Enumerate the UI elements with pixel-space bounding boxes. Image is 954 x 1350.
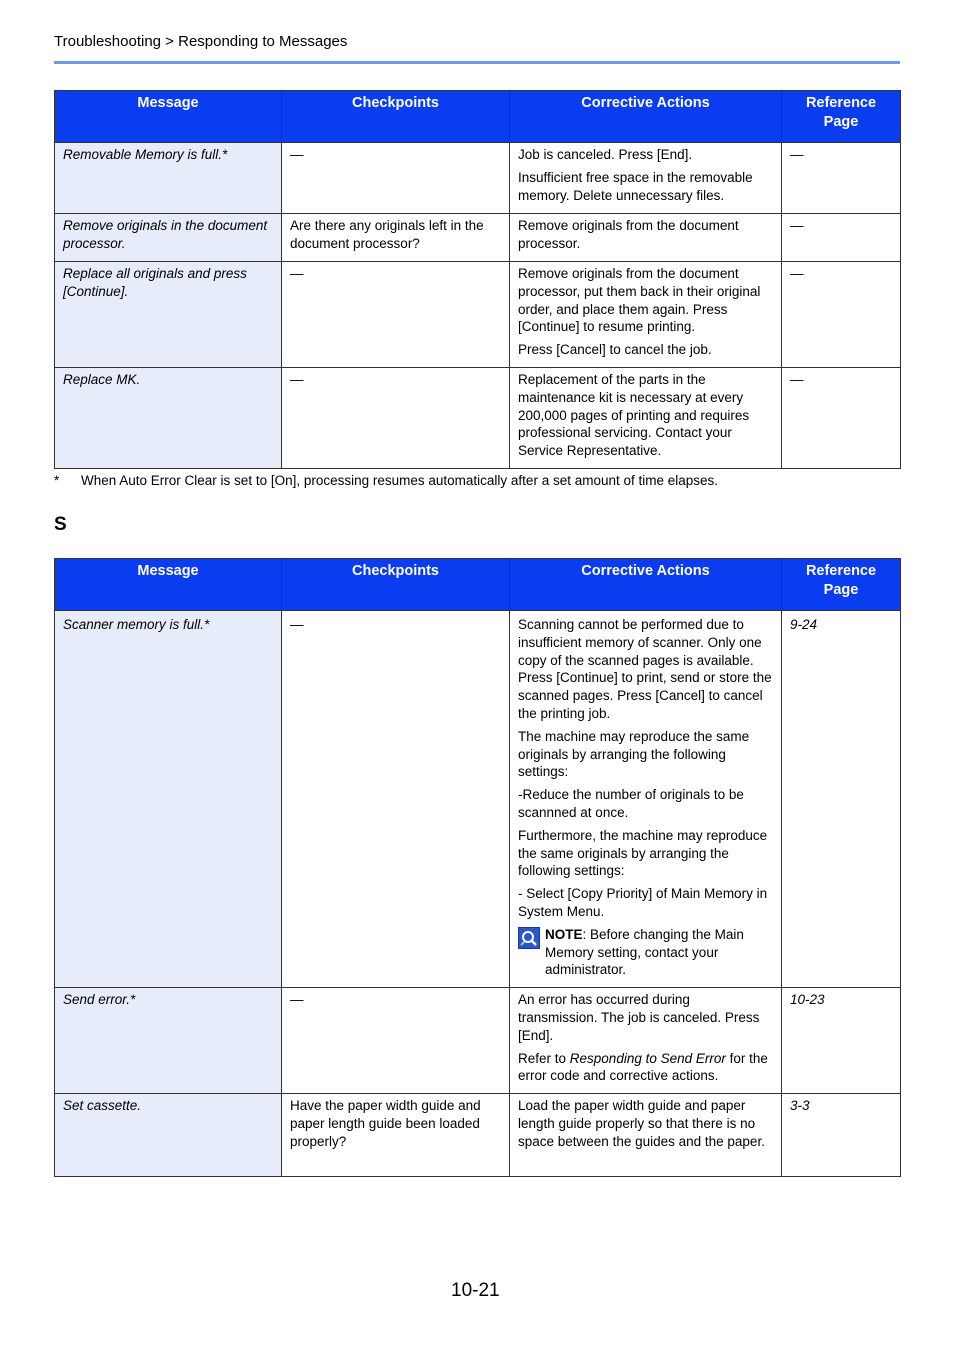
refer-prefix: Refer to [518, 1050, 570, 1066]
table-row [55, 988, 901, 1094]
footnote-text: When Auto Error Clear is set to [On], processing resumes automatically after a set amount of time elapses. [81, 473, 719, 488]
refer-text [518, 1050, 773, 1086]
checkpoints-cell: — [282, 262, 510, 368]
messages-table-s [54, 558, 901, 1177]
column-header-corrective-actions: Corrective Actions [510, 91, 782, 143]
action-text: Load the paper width guide and paper length guide properly so that there is no space between the guides and the paper. [518, 1098, 765, 1149]
note-text [545, 926, 773, 979]
column-header-message: Message [55, 91, 282, 143]
footnote-marker: * [54, 473, 60, 488]
column-header-reference-page: Reference Page [782, 559, 901, 611]
checkpoints-cell: — [282, 611, 510, 988]
table-header-row [55, 91, 901, 143]
note-label: NOTE [545, 926, 583, 942]
checkpoints-cell: — [282, 367, 510, 468]
note-block [518, 926, 773, 979]
action-text: Replacement of the parts in the maintenance kit is necessary at every 200,000 pages of printing and requires professional servicing. Contact your Service Representative. [518, 371, 750, 459]
table-row [55, 611, 901, 988]
corrective-actions-cell [510, 367, 782, 468]
corrective-actions-cell [510, 262, 782, 368]
reference-cell: — [782, 367, 901, 468]
message-cell: Remove originals in the document processor. [55, 214, 282, 262]
action-text: An error has occurred during transmission. The job is canceled. Press [End]. [518, 992, 760, 1043]
corrective-actions-cell [510, 611, 782, 988]
message-cell: Scanner memory is full.* [55, 611, 282, 988]
corrective-actions-cell [510, 1094, 782, 1177]
checkpoints-cell: Have the paper width guide and paper length guide been loaded properly? [282, 1094, 510, 1177]
column-header-reference-page: Reference Page [782, 91, 901, 143]
messages-table-r [54, 90, 901, 469]
refer-suffix: for the error code and corrective actions. [518, 1050, 768, 1084]
reference-cell: — [782, 143, 901, 214]
action-text: Furthermore, the machine may reproduce the same originals by arranging the following settings: [518, 827, 768, 879]
table-header-row [55, 559, 901, 611]
note-icon [518, 927, 540, 949]
column-header-message: Message [55, 559, 282, 611]
action-text: Insufficient free space in the removable memory. Delete unnecessary files. [518, 169, 753, 203]
table-row [55, 1094, 901, 1177]
checkpoints-cell: — [282, 988, 510, 1094]
action-text: Remove originals from the document processor, put them back in their original order, and place them again. Press [Continue] to resume printing. [518, 266, 761, 335]
reference-cell: 9-24 [782, 611, 901, 988]
column-header-checkpoints: Checkpoints [282, 91, 510, 143]
breadcrumb: Troubleshooting > Responding to Messages [54, 33, 348, 50]
corrective-actions-cell [510, 214, 782, 262]
reference-cell[interactable]: 3-3 [782, 1094, 901, 1177]
checkpoints-cell: Are there any originals left in the document processor? [282, 214, 510, 262]
message-cell: Replace all originals and press [Continue]. [55, 262, 282, 368]
message-cell: Set cassette. [55, 1094, 282, 1177]
action-text: Press [Cancel] to cancel the job. [518, 342, 712, 358]
header-rule [54, 61, 900, 64]
refer-link[interactable]: Responding to Send Error [569, 1050, 726, 1066]
action-text: The machine may reproduce the same originals by arranging the following settings: [518, 728, 750, 780]
message-cell: Send error.* [55, 988, 282, 1094]
column-header-corrective-actions: Corrective Actions [510, 559, 782, 611]
table-row [55, 214, 901, 262]
column-header-checkpoints: Checkpoints [282, 559, 510, 611]
reference-cell[interactable]: 10-23 [782, 988, 901, 1094]
page-number: 10-21 [451, 1280, 500, 1301]
table-row [55, 143, 901, 214]
action-text: - Select [Copy Priority] of Main Memory in System Menu. [518, 886, 768, 919]
note-body: : Before changing the Main Memory setting, contact your administrator. [545, 926, 744, 978]
footnote [54, 473, 718, 488]
reference-cell: — [782, 262, 901, 368]
checkpoints-cell: — [282, 143, 510, 214]
message-cell: Removable Memory is full.* [55, 143, 282, 214]
section-heading: S [54, 514, 67, 535]
table-row [55, 367, 901, 468]
action-text: -Reduce the number of originals to be scannned at once. [518, 787, 744, 820]
table-row [55, 262, 901, 368]
message-cell: Replace MK. [55, 367, 282, 468]
reference-cell: — [782, 214, 901, 262]
action-text: Remove originals from the document processor. [518, 218, 739, 251]
corrective-actions-cell [510, 143, 782, 214]
action-text: Job is canceled. Press [End]. [518, 147, 693, 162]
action-text: Scanning cannot be performed due to insufficient memory of scanner. Only one copy of the scanned pages is available. Press [Continue] to print, send or store the scanned pages. Press [Cancel] to cancel the printing job. [518, 617, 772, 721]
corrective-actions-cell [510, 988, 782, 1094]
